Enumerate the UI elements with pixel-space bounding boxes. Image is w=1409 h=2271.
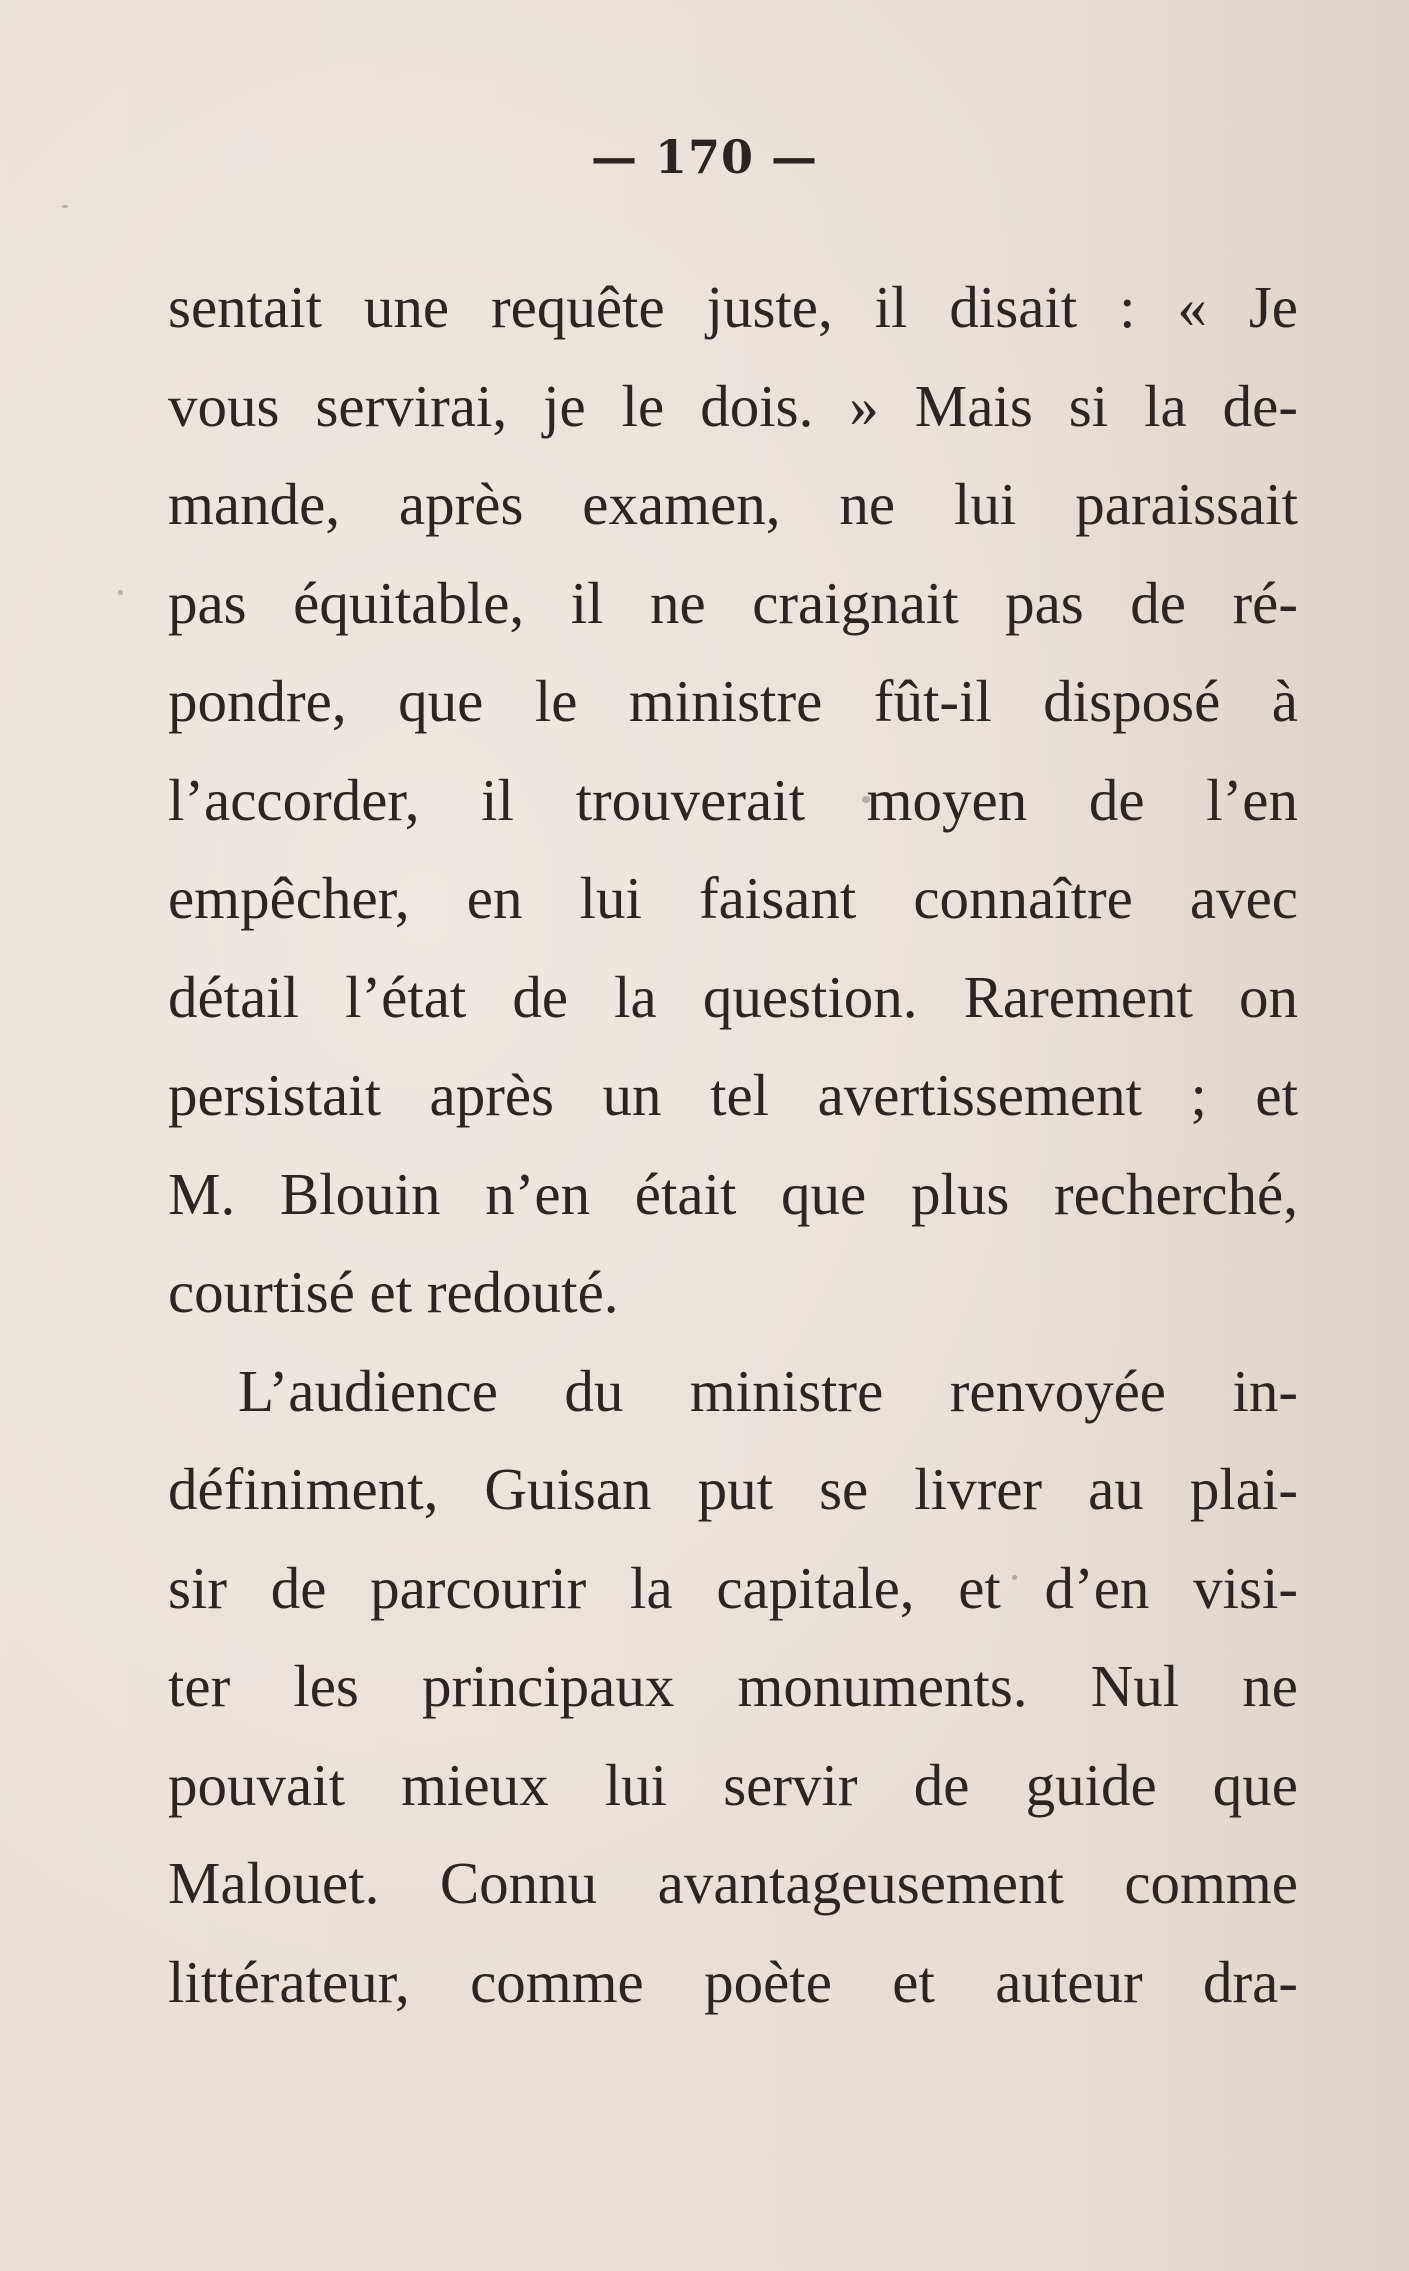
text-line: sentait une requête juste, il disait : « Je [168, 274, 1298, 340]
paper-speck [862, 796, 870, 803]
page-body [168, 258, 1298, 2031]
paper-speck [1012, 1575, 1017, 1580]
text-line: vous servirai, je le dois. » Mais si la de- [168, 372, 1298, 439]
text-line: Malouet. Connu avantageusement comme [168, 1850, 1298, 1916]
text-line: l’accorder, il trouverait moyen de l’en [168, 766, 1298, 833]
text-line: courtisé et redouté. [168, 1259, 619, 1325]
text-line: empêcher, en lui faisant connaître avec [168, 865, 1298, 931]
text-line: M. Blouin n’en était que plus recherché, [168, 1160, 1298, 1227]
text-line: ter les principaux monuments. Nul ne [168, 1653, 1298, 1719]
text-line: définiment, Guisan put se livrer au plai- [168, 1456, 1298, 1522]
page-number: — 170 — [590, 130, 819, 184]
text-line: pas équitable, il ne craignait pas de ré- [168, 569, 1298, 636]
text-line: sir de parcourir la capitale, et d’en visi- [168, 1554, 1298, 1621]
paper-speck [118, 590, 123, 595]
text-line: L’audience du ministre renvoyée in- [238, 1357, 1298, 1424]
text-line: littérateur, comme poète et auteur dra- [168, 1948, 1298, 2015]
text-line: pouvait mieux lui servir de guide que [168, 1751, 1298, 1818]
text-line: persistait après un tel avertissement ; et [168, 1062, 1298, 1128]
paper-speck [62, 205, 68, 208]
text-line: détail l’état de la question. Rarement on [168, 963, 1298, 1030]
text-line: pondre, que le ministre fût-il disposé à [168, 668, 1298, 734]
text-line: mande, après examen, ne lui paraissait [168, 471, 1298, 537]
